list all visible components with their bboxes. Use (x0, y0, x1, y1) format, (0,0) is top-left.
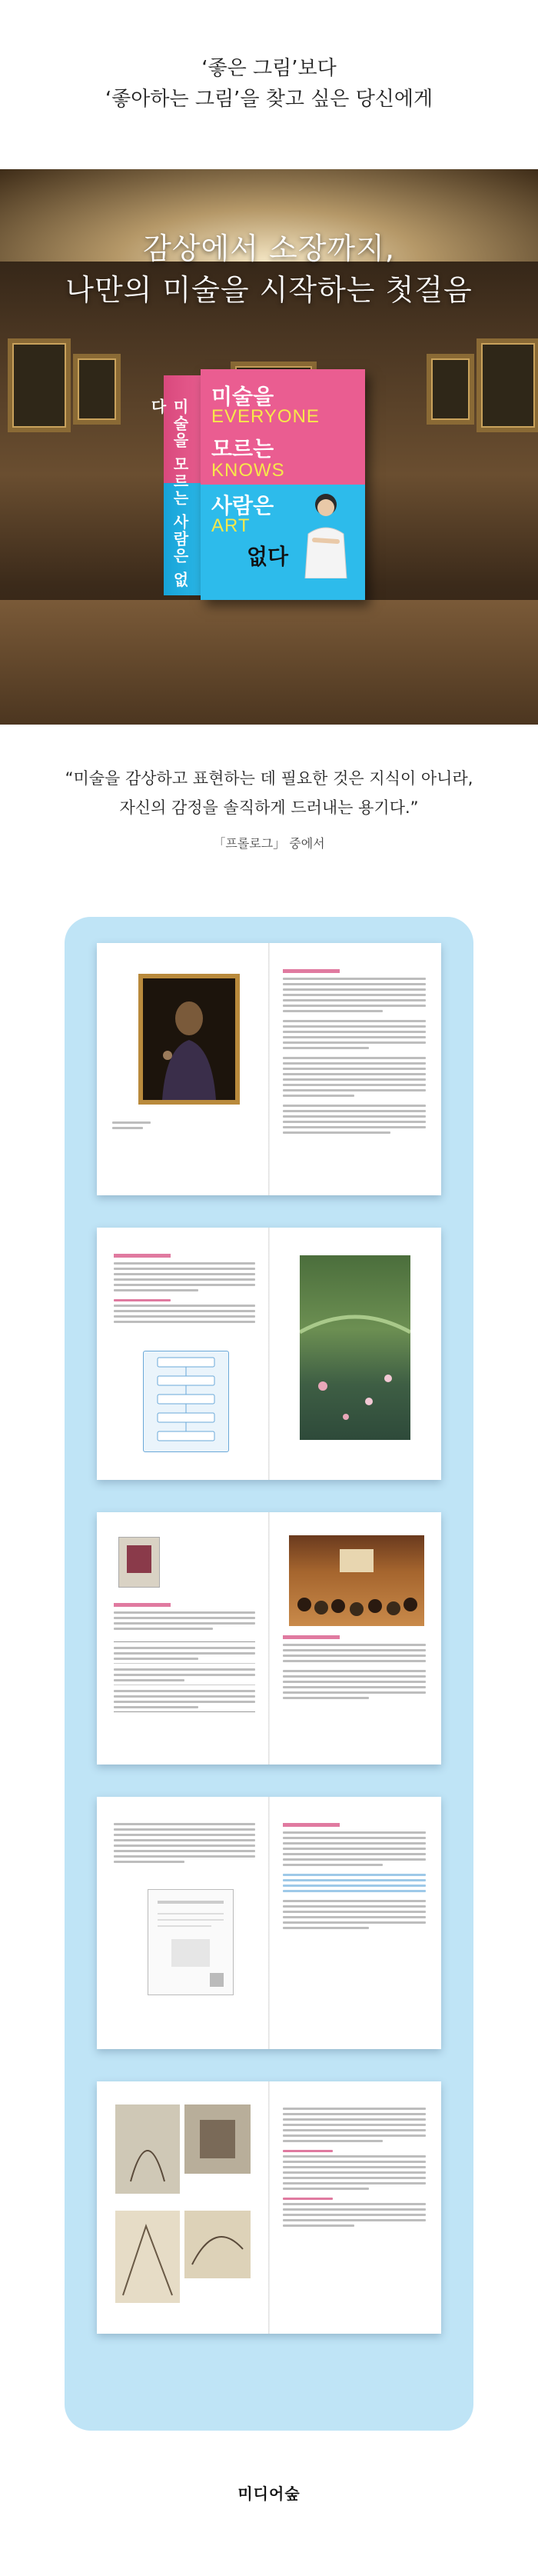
cover-title-2: 모르는 (211, 436, 274, 462)
book-spine (148, 375, 201, 595)
page-spread (97, 1228, 441, 1480)
page-spread (97, 1512, 441, 1765)
wall-painting (477, 338, 538, 432)
auction-image (289, 1535, 424, 1626)
cover-title-1: 미술을 (211, 384, 274, 409)
wall-painting (73, 354, 121, 425)
gallery-floor (0, 600, 538, 725)
page-text (114, 1603, 255, 1633)
small-artwork-image (118, 1537, 160, 1588)
intro-line-2: ‘좋아하는 그림’을 찾고 싶은 당신에게 (105, 88, 433, 111)
quote-line-1: “미술을 감상하고 표현하는 데 필요한 것은 지식이 아니라, (65, 769, 473, 788)
page-text (114, 1823, 255, 1866)
spine-title: 미술을 모르는 사람은 없다 (148, 398, 189, 588)
hero-gallery (0, 169, 538, 725)
drawing-image (184, 2104, 251, 2174)
hero-title-line-1: 감상에서 소장까지, (143, 232, 395, 265)
page-spread (97, 2081, 441, 2334)
intro-header (0, 0, 538, 169)
quote-source: 「프롤로그」 중에서 (213, 836, 325, 851)
flow-diagram (143, 1351, 229, 1452)
publisher-logo: 미디어숲 (237, 2484, 301, 2503)
wall-painting (8, 338, 71, 432)
drawing-image (184, 2211, 251, 2278)
page-text (114, 1254, 255, 1326)
painting-image (138, 974, 240, 1105)
inner-pages-preview (65, 917, 473, 2431)
cover-title-3: 사람은 (211, 493, 274, 518)
cover-eng-3: ART (211, 515, 251, 536)
cover-eng-1: EVERYONE (211, 406, 320, 427)
info-table (114, 1641, 255, 1712)
page-text (283, 1823, 426, 1932)
page-text (283, 969, 426, 1137)
hero-title-line-2: 나만의 미술을 시작하는 첫걸음 (65, 273, 473, 307)
author-photo (299, 486, 353, 578)
certificate-image (148, 1889, 234, 1995)
cover-eng-2: KNOWS (211, 460, 285, 481)
page-text (283, 1635, 426, 1702)
page-text (283, 2108, 426, 2230)
drawing-image (115, 2211, 180, 2303)
cover-title-4: 없다 (247, 544, 289, 569)
drawing-image (115, 2104, 180, 2194)
page-spread (97, 1797, 441, 2049)
book-front (201, 369, 365, 600)
page-spread (97, 943, 441, 1195)
book-cover (148, 369, 365, 600)
quote-line-2: 자신의 감정을 솔직하게 드러내는 용기다.” (119, 798, 419, 817)
publisher-footer (0, 2431, 538, 2576)
water-lily-image (300, 1255, 410, 1440)
intro-line-1: ‘좋은 그림’보다 (201, 57, 337, 80)
quote-section (0, 725, 538, 917)
wall-painting (427, 354, 474, 425)
